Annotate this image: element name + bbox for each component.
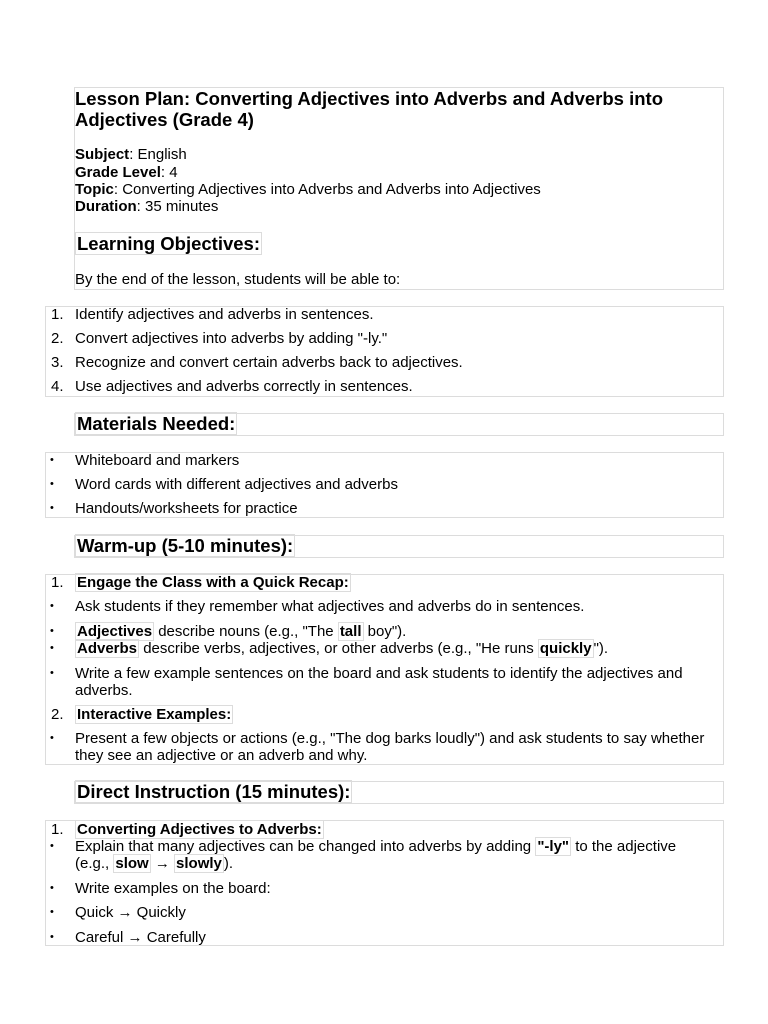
bullet-icon: • — [50, 931, 54, 943]
bullet-icon: • — [50, 625, 54, 637]
meta-subject: Subject: English — [75, 146, 187, 163]
warmup-step-2: Interactive Examples: — [77, 706, 232, 723]
bullet-icon: • — [50, 454, 54, 466]
list-item: Identify adjectives and adverbs in sentences. — [75, 306, 374, 323]
page-title: Lesson Plan: Converting Adjectives into Adverbs and Adverbs into Adjectives (Grade 4) — [75, 88, 663, 130]
list-item: Handouts/worksheets for practice — [75, 500, 298, 517]
bullet-icon: • — [50, 840, 54, 852]
meta-duration: Duration: 35 minutes — [75, 198, 219, 215]
learning-objectives-heading: Learning Objectives: — [77, 233, 260, 254]
list-item: Use adjectives and adverbs correctly in sentences. — [75, 378, 413, 395]
list-number: 1. — [51, 574, 64, 591]
direct-step-1: Converting Adjectives to Adverbs: — [77, 821, 322, 838]
list-number: 1. — [51, 821, 64, 838]
list-item: Whiteboard and markers — [75, 452, 240, 469]
list-number: 1. — [51, 306, 64, 323]
list-item: Ask students if they remember what adjectives and adverbs do in sentences. — [75, 598, 585, 615]
bullet-icon: • — [50, 502, 54, 514]
bullet-icon: • — [50, 882, 54, 894]
list-number: 2. — [51, 330, 64, 347]
bullet-icon: • — [50, 667, 54, 679]
warmup-step-1: Engage the Class with a Quick Recap: — [77, 574, 349, 591]
list-item: Careful → Carefully — [75, 929, 206, 946]
materials-needed-heading: Materials Needed: — [77, 413, 236, 434]
direct-instruction-heading: Direct Instruction (15 minutes): — [77, 781, 351, 802]
list-item: Present a few objects or actions (e.g., "The dog barks loudly") and ask students to say whether they see an adjective or an adverb and why. — [75, 730, 705, 764]
bullet-icon: • — [50, 732, 54, 744]
list-item-explain-ly: Explain that many adjectives can be changed into adverbs by adding "-ly" to the adjective — [75, 838, 677, 855]
list-item: Word cards with different adjectives and adverbs — [75, 476, 398, 493]
list-item: Quick → Quickly — [75, 904, 186, 921]
list-item: Write a few example sentences on the board and ask students to identify the adjectives and adverbs. — [75, 665, 683, 699]
list-item: Convert adjectives into adverbs by adding "-ly." — [75, 330, 388, 347]
meta-topic: Topic: Converting Adjectives into Adverbs and Adverbs into Adjectives — [75, 181, 541, 198]
list-item: Recognize and convert certain adverbs back to adjectives. — [75, 354, 463, 371]
list-number: 3. — [51, 354, 64, 371]
bullet-icon: • — [50, 642, 54, 654]
list-item: Write examples on the board: — [75, 880, 271, 897]
bullet-icon: • — [50, 478, 54, 490]
warmup-heading: Warm-up (5-10 minutes): — [77, 535, 294, 556]
bullet-icon: • — [50, 600, 54, 612]
list-item-adjectives: Adjectives describe nouns (e.g., "The tall boy"). — [77, 623, 407, 640]
bullet-icon: • — [50, 906, 54, 918]
meta-grade-level: Grade Level: 4 — [75, 164, 178, 181]
list-number: 2. — [51, 706, 64, 723]
list-item-explain-example: (e.g., slow → slowly ). — [75, 855, 234, 872]
list-number: 4. — [51, 378, 64, 395]
list-item-adverbs: Adverbs describe verbs, adjectives, or other adverbs (e.g., "He runs quickly "). — [77, 640, 609, 657]
objectives-intro: By the end of the lesson, students will be able to: — [75, 271, 401, 288]
